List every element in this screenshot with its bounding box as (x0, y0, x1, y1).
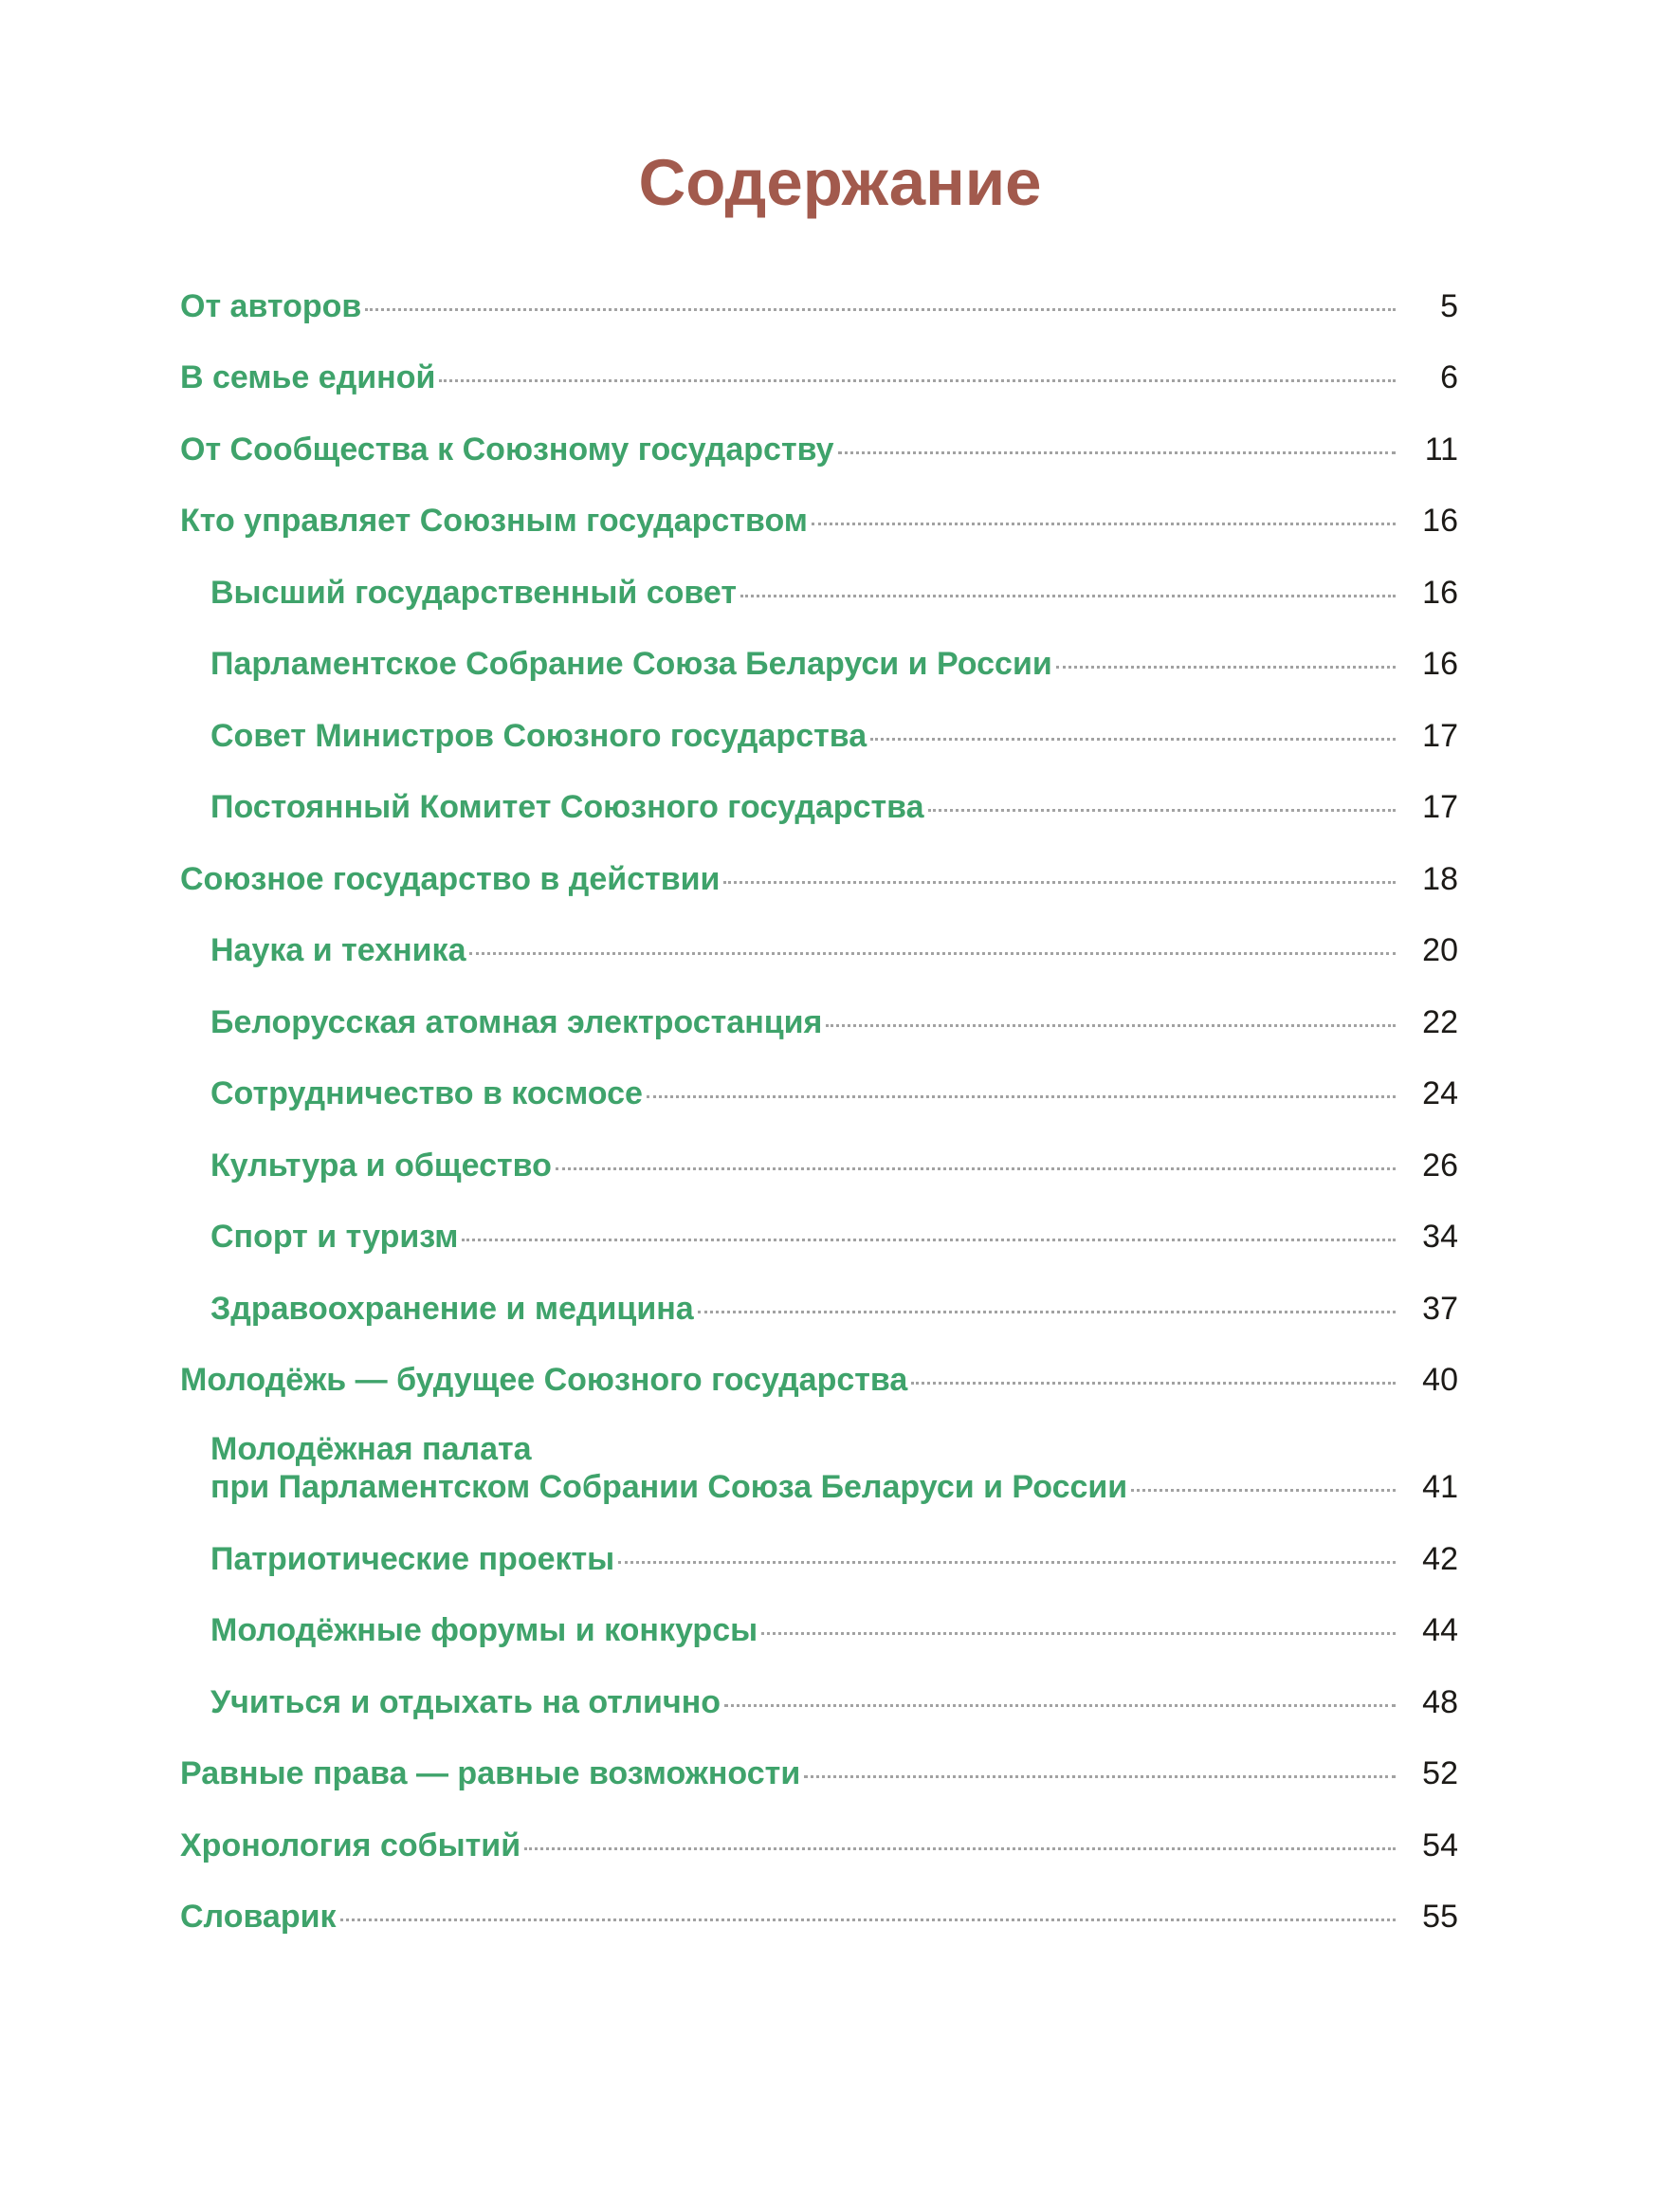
dot-leader (911, 1382, 1396, 1385)
toc-page-number: 40 (1422, 1362, 1458, 1398)
toc-page-number: 16 (1422, 646, 1458, 682)
toc-entry-label: Высший государственный совет (210, 574, 737, 611)
toc-entry-label: В семье единой (180, 359, 436, 395)
toc-entry-label: Парламентское Собрание Союза Беларуси и России (210, 646, 1052, 682)
toc-entry-label: Словарик (180, 1899, 337, 1935)
dot-leader (524, 1847, 1396, 1850)
toc-page-number: 42 (1422, 1540, 1458, 1577)
toc-page-number: 5 (1440, 287, 1458, 324)
toc-page-number: 26 (1422, 1147, 1458, 1184)
toc-entry-label: От Сообщества к Союзному государству (180, 431, 834, 468)
toc-entry-label: Здравоохранение и медицина (210, 1290, 694, 1327)
table-of-contents (180, 270, 1458, 1953)
toc-subentry[interactable] (180, 1129, 1458, 1202)
toc-subentry[interactable] (180, 772, 1458, 844)
toc-page-number: 44 (1422, 1612, 1458, 1648)
toc-entry-label: Сотрудничество в космосе (210, 1075, 643, 1111)
toc-page-number: 24 (1422, 1075, 1458, 1111)
dot-leader (812, 523, 1396, 525)
toc-entry-label: Учиться и отдыхать на отлично (210, 1683, 721, 1720)
toc-entry-label: Равные права — равные возможности (180, 1755, 801, 1791)
toc-page-number: 18 (1422, 860, 1458, 897)
toc-entry-label-line1: Молодёжная палата (210, 1431, 532, 1467)
toc-subentry[interactable] (180, 1202, 1458, 1274)
toc-subentry[interactable] (180, 1666, 1458, 1738)
toc-entry[interactable] (180, 486, 1458, 558)
toc-entry[interactable] (180, 270, 1458, 342)
toc-entry-label: От авторов (180, 287, 362, 324)
toc-subentry[interactable] (180, 700, 1458, 772)
dot-leader (698, 1311, 1396, 1313)
toc-page-number: 52 (1422, 1755, 1458, 1791)
dot-leader (469, 952, 1396, 955)
toc-entry[interactable] (180, 843, 1458, 915)
toc-page-number: 48 (1422, 1683, 1458, 1720)
dot-leader (556, 1167, 1396, 1170)
toc-entry-label: Хронология событий (180, 1827, 521, 1863)
toc-subentry[interactable] (180, 557, 1458, 629)
dot-leader (647, 1095, 1396, 1098)
toc-entry-label: Постоянный Комитет Союзного государства (210, 789, 924, 825)
toc-entry[interactable] (180, 1882, 1458, 1954)
dot-leader (439, 379, 1396, 382)
toc-entry-label: Спорт и туризм (210, 1219, 459, 1255)
toc-page-number: 17 (1422, 789, 1458, 825)
toc-entry-label: Культура и общество (210, 1147, 552, 1184)
toc-subentry[interactable] (180, 1416, 1458, 1523)
toc-entry[interactable] (180, 1345, 1458, 1417)
toc-entry-label: Союзное государство в действии (180, 860, 721, 897)
page-title: Содержание (638, 146, 1042, 219)
toc-subentry[interactable] (180, 1523, 1458, 1595)
toc-entry-label: Молодёжь — будущее Союзного государства (180, 1362, 908, 1398)
toc-entry-label: Кто управляет Союзным государством (180, 503, 808, 539)
toc-entry-label: Совет Министров Союзного государства (210, 717, 867, 754)
dot-leader (1131, 1489, 1396, 1492)
toc-subentry[interactable] (180, 1595, 1458, 1667)
dot-leader (724, 1704, 1396, 1707)
toc-entry-label: при Парламентском Собрании Союза Беларуси и России (210, 1469, 1128, 1505)
toc-entry-label: Молодёжные форумы и конкурсы (210, 1612, 758, 1648)
toc-entry[interactable] (180, 1738, 1458, 1810)
toc-entry[interactable] (180, 342, 1458, 414)
toc-page-number: 16 (1422, 503, 1458, 539)
dot-leader (340, 1918, 1396, 1921)
toc-page-number: 22 (1422, 1003, 1458, 1040)
dot-leader (826, 1024, 1396, 1027)
toc-page-number: 54 (1422, 1827, 1458, 1863)
dot-leader (761, 1632, 1396, 1635)
dot-leader (365, 308, 1396, 311)
toc-page-number: 37 (1422, 1290, 1458, 1327)
toc-page-number: 34 (1422, 1219, 1458, 1255)
toc-subentry[interactable] (180, 915, 1458, 987)
dot-leader (838, 451, 1396, 454)
dot-leader (928, 809, 1397, 812)
dot-leader (870, 738, 1396, 741)
toc-entry[interactable] (180, 413, 1458, 486)
toc-subentry[interactable] (180, 986, 1458, 1058)
dot-leader (740, 595, 1396, 597)
dot-leader (723, 881, 1396, 884)
dot-leader (1056, 666, 1396, 669)
toc-subentry[interactable] (180, 1273, 1458, 1345)
dot-leader (462, 1239, 1396, 1241)
toc-subentry[interactable] (180, 1058, 1458, 1130)
toc-entry-label: Белорусская атомная электростанция (210, 1003, 823, 1040)
dot-leader (804, 1775, 1396, 1778)
toc-page-number: 20 (1422, 932, 1458, 968)
toc-page-number: 55 (1422, 1899, 1458, 1935)
toc-page-number: 6 (1440, 359, 1458, 395)
toc-page-number: 11 (1424, 431, 1458, 468)
toc-page-number: 17 (1422, 717, 1458, 754)
toc-entry[interactable] (180, 1809, 1458, 1882)
toc-entry-label: Наука и техника (210, 932, 466, 968)
toc-entry-label: Патриотические проекты (210, 1540, 615, 1577)
dot-leader (618, 1561, 1396, 1564)
toc-page-number: 41 (1422, 1469, 1458, 1505)
toc-subentry[interactable] (180, 629, 1458, 701)
toc-page-number: 16 (1422, 574, 1458, 611)
